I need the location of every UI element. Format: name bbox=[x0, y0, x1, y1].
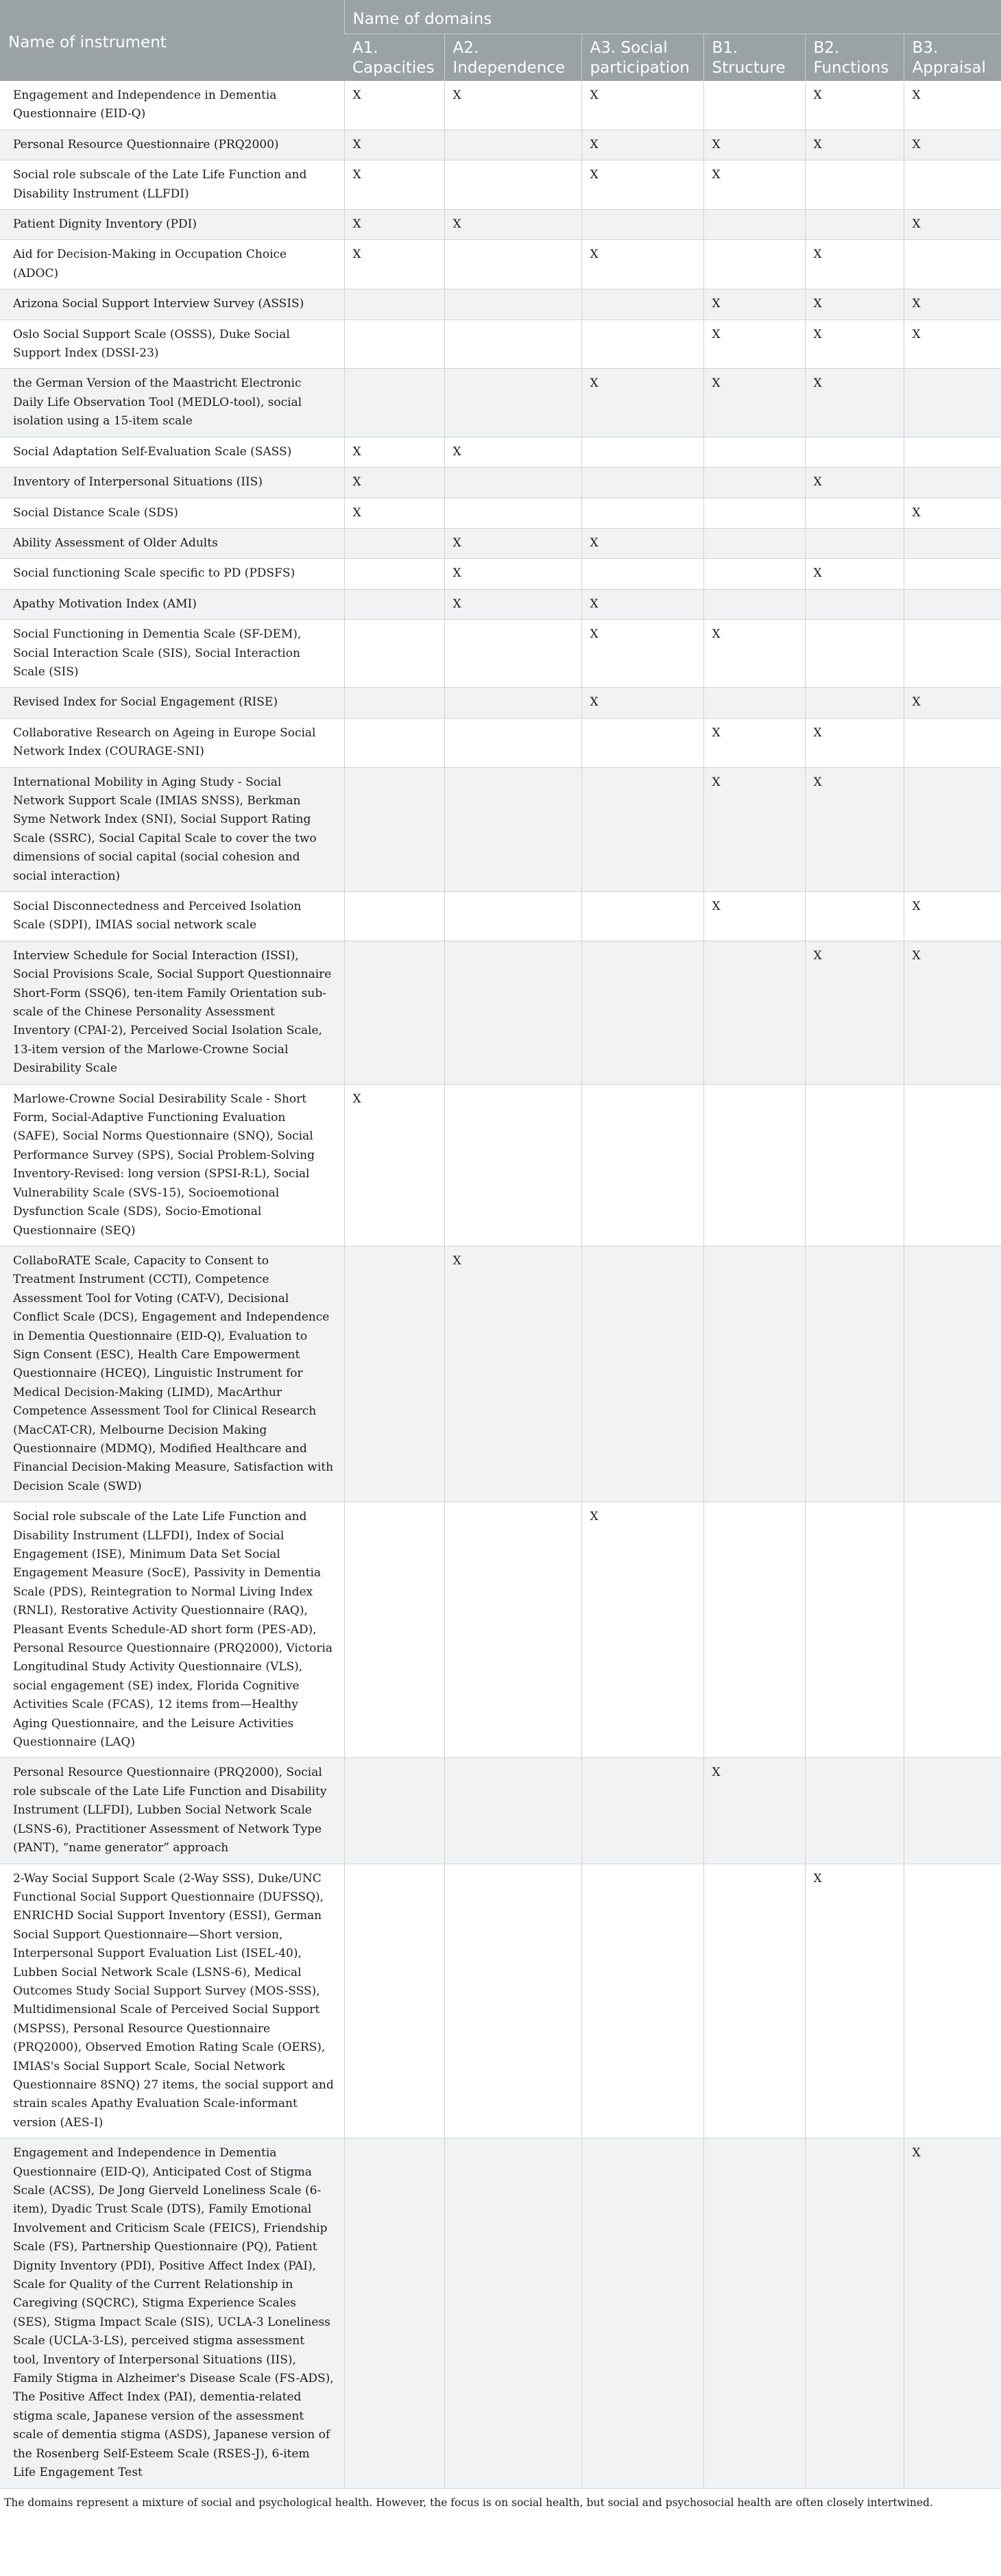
domain-mark-cell bbox=[444, 1758, 581, 1864]
instrument-name-cell: International Mobility in Aging Study - Social Network Support Scale (IMIAS SNSS), Berkman Syme Network Index (SNI), Social Support Rating Scale (SSRC), Social Capital Scale to cover the two dimensions of social capital (social cohesion and social interaction) bbox=[0, 767, 344, 891]
domain-mark-cell: X bbox=[805, 718, 904, 767]
domain-mark-cell bbox=[344, 320, 444, 369]
domain-mark-cell: X bbox=[581, 589, 703, 619]
domain-mark-cell bbox=[703, 589, 805, 619]
domain-mark-cell bbox=[344, 1864, 444, 2139]
domain-mark-cell bbox=[904, 437, 1001, 467]
domain-mark-cell: X bbox=[805, 1864, 904, 2139]
domain-mark-cell: X bbox=[444, 437, 581, 467]
domain-mark-cell: X bbox=[904, 289, 1001, 320]
domain-mark-cell bbox=[904, 1246, 1001, 1502]
domain-mark-cell bbox=[581, 1246, 703, 1502]
domain-mark-cell bbox=[904, 767, 1001, 891]
domain-mark-cell bbox=[344, 767, 444, 891]
domain-mark-cell bbox=[703, 2139, 805, 2488]
domain-name: Appraisal bbox=[912, 59, 986, 77]
domain-mark-cell: X bbox=[344, 498, 444, 528]
table-row bbox=[0, 1502, 1001, 1758]
instrument-name-cell: Social Functioning in Dementia Scale (SF-DEM), Social Interaction Scale (SIS), Social Interaction Scale (SIS) bbox=[0, 620, 344, 688]
table-row bbox=[0, 718, 1001, 767]
domain-mark-cell bbox=[344, 718, 444, 767]
domain-mark-cell: X bbox=[344, 468, 444, 498]
domain-mark-cell: X bbox=[703, 289, 805, 320]
instrument-name-cell: Collaborative Research on Ageing in Europe Social Network Index (COURAGE-SNI) bbox=[0, 718, 344, 767]
domain-mark-cell: X bbox=[344, 81, 444, 130]
domain-mark-cell bbox=[581, 468, 703, 498]
domain-mark-cell bbox=[444, 289, 581, 320]
table-row bbox=[0, 210, 1001, 240]
domain-mark-cell bbox=[444, 2139, 581, 2488]
domain-mark-cell bbox=[581, 559, 703, 589]
domain-column-header bbox=[581, 34, 703, 82]
domain-mark-cell: X bbox=[703, 767, 805, 891]
domain-mark-cell bbox=[581, 320, 703, 369]
domain-mark-cell: X bbox=[805, 81, 904, 130]
instrument-column-header: Name of instrument bbox=[0, 0, 344, 81]
domain-mark-cell: X bbox=[805, 941, 904, 1084]
domain-mark-cell: X bbox=[444, 81, 581, 130]
instrument-name-cell: Interview Schedule for Social Interaction (ISSI), Social Provisions Scale, Social Support Questionnaire Short-Form (SSQ6), ten-item Family Orientation sub-scale of the Chinese Personality Assessment Inventory (CPAI-2), Perceived Social Isolation Scale, 13-item version of the Marlowe-Crowne Social Desirability Scale bbox=[0, 941, 344, 1084]
domain-mark-cell bbox=[703, 559, 805, 589]
domain-mark-cell: X bbox=[344, 130, 444, 160]
domain-mark-cell: X bbox=[904, 498, 1001, 528]
domain-mark-cell: X bbox=[344, 210, 444, 240]
domain-mark-cell bbox=[344, 559, 444, 589]
instrument-name-cell: Apathy Motivation Index (AMI) bbox=[0, 589, 344, 619]
domain-mark-cell bbox=[444, 1084, 581, 1246]
domain-mark-cell: X bbox=[805, 240, 904, 289]
domain-mark-cell bbox=[805, 620, 904, 688]
domain-mark-cell bbox=[805, 210, 904, 240]
table-row bbox=[0, 498, 1001, 528]
instrument-name-cell: the German Version of the Maastricht Electronic Daily Life Observation Tool (MEDLO-tool), social isolation using a 15-item scale bbox=[0, 369, 344, 437]
domain-mark-cell: X bbox=[581, 369, 703, 437]
table-row bbox=[0, 528, 1001, 558]
domain-mark-cell bbox=[581, 498, 703, 528]
domain-mark-cell bbox=[344, 589, 444, 619]
domain-mark-cell bbox=[581, 892, 703, 941]
table-row bbox=[0, 289, 1001, 320]
domain-mark-cell: X bbox=[444, 559, 581, 589]
table-row bbox=[0, 1084, 1001, 1246]
instrument-name-cell: Arizona Social Support Interview Survey (ASSIS) bbox=[0, 289, 344, 320]
domain-mark-cell bbox=[444, 767, 581, 891]
instrument-name-cell: Engagement and Independence in Dementia Questionnaire (EID-Q), Anticipated Cost of Stigma Scale (ACSS), De Jong Gierveld Loneliness Scale (6-item), Dyadic Trust Scale (DTS), Family Emotional Involvement and Criticism Scale (FEICS), Friendship Scale (FS), Partnership Questionnaire (PQ), Patient Dignity Inventory (PDI), Positive Affect Index (PAI), Scale for Quality of the Current Relationship in Caregiving (SQCRC), Stigma Experience Scales (SES), Stigma Impact Scale (SIS), UCLA-3 Loneliness Scale (UCLA-3-LS), perceived stigma assessment tool, Inventory of Interpersonal Situations (IIS), Family Stigma in Alzheimer's Disease Scale (FS-ADS), The Positive Affect Index (PAI), dementia-related stigma scale, Japanese version of the assessment scale of dementia stigma (ASDS), Japanese version of the Rosenberg Self-Esteem Scale (RSES-J), 6-item Life Engagement Test bbox=[0, 2139, 344, 2488]
domain-mark-cell bbox=[703, 1502, 805, 1758]
domain-mark-cell bbox=[581, 437, 703, 467]
instrument-name-cell: Social functioning Scale specific to PD (PDSFS) bbox=[0, 559, 344, 589]
domain-mark-cell bbox=[444, 620, 581, 688]
instrument-name-cell: Social Distance Scale (SDS) bbox=[0, 498, 344, 528]
table-header bbox=[0, 0, 1001, 81]
domain-mark-cell bbox=[344, 1758, 444, 1864]
domain-mark-cell bbox=[805, 892, 904, 941]
domain-mark-cell: X bbox=[444, 589, 581, 619]
instrument-name-cell: Patient Dignity Inventory (PDI) bbox=[0, 210, 344, 240]
table-row bbox=[0, 559, 1001, 589]
domain-mark-cell bbox=[444, 718, 581, 767]
domain-mark-cell bbox=[581, 1084, 703, 1246]
domain-mark-cell: X bbox=[581, 81, 703, 130]
table-row bbox=[0, 620, 1001, 688]
instrument-name-cell: Oslo Social Support Scale (OSSS), Duke Social Support Index (DSSI-23) bbox=[0, 320, 344, 369]
table-row bbox=[0, 437, 1001, 467]
domain-mark-cell: X bbox=[904, 320, 1001, 369]
domain-mark-cell bbox=[344, 1246, 444, 1502]
domain-mark-cell bbox=[344, 892, 444, 941]
domain-code: B1. bbox=[712, 39, 738, 57]
domain-mark-cell bbox=[904, 1758, 1001, 1864]
domain-mark-cell: X bbox=[444, 528, 581, 558]
domain-mark-cell bbox=[581, 718, 703, 767]
table-row bbox=[0, 767, 1001, 891]
domain-mark-cell bbox=[581, 2139, 703, 2488]
domain-mark-cell bbox=[703, 468, 805, 498]
instrument-name-cell: Revised Index for Social Engagement (RISE) bbox=[0, 688, 344, 718]
domain-mark-cell bbox=[444, 160, 581, 210]
domain-mark-cell bbox=[581, 210, 703, 240]
domain-mark-cell bbox=[444, 498, 581, 528]
domain-mark-cell bbox=[581, 1758, 703, 1864]
domain-mark-cell bbox=[904, 620, 1001, 688]
domain-name: Functions bbox=[813, 59, 889, 77]
domain-mark-cell bbox=[444, 468, 581, 498]
domain-mark-cell: X bbox=[703, 892, 805, 941]
table-footnote: The domains represent a mixture of social and psychological health. However, the focus is on social health, but social and psychosocial health are often closely intertwined. bbox=[4, 2496, 933, 2509]
domain-code: B2. bbox=[813, 39, 840, 57]
table-body bbox=[0, 81, 1001, 2488]
domain-mark-cell: X bbox=[703, 718, 805, 767]
domain-mark-cell: X bbox=[581, 240, 703, 289]
instrument-name-cell: CollaboRATE Scale, Capacity to Consent to Treatment Instrument (CCTI), Competence Assessment Tool for Voting (CAT-V), Decisional Conflict Scale (DCS), Engagement and Independence in Dementia Questionnaire (EID-Q), Evaluation to Sign Consent (ESC), Health Care Empowerment Questionnaire (HCEQ), Linguistic Instrument for Medical Decision-Making (LIMD), MacArthur Competence Assessment Tool for Clinical Research (MacCAT-CR), Melbourne Decision Making Questionnaire (MDMQ), Modified Healthcare and Financial Decision-Making Measure, Satisfaction with Decision Scale (SWD) bbox=[0, 1246, 344, 1502]
domain-column-header bbox=[344, 34, 444, 82]
domain-mark-cell bbox=[805, 528, 904, 558]
domain-mark-cell bbox=[344, 2139, 444, 2488]
table-row bbox=[0, 130, 1001, 160]
domain-mark-cell bbox=[904, 1864, 1001, 2139]
table-row bbox=[0, 468, 1001, 498]
domain-mark-cell: X bbox=[805, 369, 904, 437]
domain-mark-cell bbox=[904, 468, 1001, 498]
domain-mark-cell: X bbox=[703, 160, 805, 210]
domain-mark-cell bbox=[344, 528, 444, 558]
domain-mark-cell bbox=[703, 81, 805, 130]
domain-mark-cell bbox=[904, 1084, 1001, 1246]
domain-mark-cell bbox=[444, 1864, 581, 2139]
domain-mark-cell bbox=[444, 240, 581, 289]
domain-mark-cell bbox=[444, 941, 581, 1084]
domain-column-header bbox=[444, 34, 581, 82]
domain-mark-cell: X bbox=[444, 1246, 581, 1502]
domain-mark-cell bbox=[344, 688, 444, 718]
domain-mark-cell bbox=[805, 1246, 904, 1502]
domain-column-header bbox=[703, 34, 805, 82]
domain-column-header bbox=[805, 34, 904, 82]
domain-mark-cell bbox=[805, 688, 904, 718]
domain-mark-cell: X bbox=[444, 210, 581, 240]
domain-mark-cell bbox=[703, 941, 805, 1084]
domain-mark-cell bbox=[444, 369, 581, 437]
domain-mark-cell: X bbox=[805, 130, 904, 160]
domains-group-header: Name of domains bbox=[344, 0, 1001, 34]
domain-mark-cell bbox=[805, 1502, 904, 1758]
domain-mark-cell: X bbox=[904, 130, 1001, 160]
domain-mark-cell bbox=[581, 289, 703, 320]
instrument-name-cell: Personal Resource Questionnaire (PRQ2000) bbox=[0, 130, 344, 160]
domain-mark-cell bbox=[805, 437, 904, 467]
instrument-name-cell: Aid for Decision-Making in Occupation Choice (ADOC) bbox=[0, 240, 344, 289]
domain-mark-cell bbox=[703, 1864, 805, 2139]
domain-mark-cell: X bbox=[344, 160, 444, 210]
domain-name: Structure bbox=[712, 59, 786, 77]
domain-mark-cell: X bbox=[904, 688, 1001, 718]
instrument-name-cell: Personal Resource Questionnaire (PRQ2000), Social role subscale of the Late Life Function and Disability Instrument (LLFDI), Lubben Social Network Scale (LSNS-6), Practitioner Assessment of Network Type (PANT), “name generator” approach bbox=[0, 1758, 344, 1864]
table-row bbox=[0, 2139, 1001, 2488]
domain-name: Independence bbox=[453, 59, 566, 77]
domain-mark-cell: X bbox=[581, 130, 703, 160]
domain-name: participation bbox=[590, 59, 690, 77]
domain-mark-cell: X bbox=[805, 320, 904, 369]
domain-mark-cell bbox=[703, 498, 805, 528]
instrument-name-cell: Inventory of Interpersonal Situations (IIS) bbox=[0, 468, 344, 498]
domain-mark-cell bbox=[703, 1084, 805, 1246]
domain-mark-cell: X bbox=[703, 1758, 805, 1864]
domain-mark-cell bbox=[703, 210, 805, 240]
domain-mark-cell bbox=[904, 369, 1001, 437]
domain-mark-cell: X bbox=[805, 767, 904, 891]
domain-mark-cell bbox=[444, 130, 581, 160]
table-row bbox=[0, 320, 1001, 369]
domain-mark-cell bbox=[805, 498, 904, 528]
instrument-name-cell: Social role subscale of the Late Life Function and Disability Instrument (LLFDI), Index of Social Engagement (ISE), Minimum Data Set Social Engagement Measure (SocE), Passivity in Dementia Scale (PDS), Reintegration to Normal Living Index (RNLI), Restorative Activity Questionnaire (RAQ), Pleasant Events Schedule-AD short form (PES-AD), Personal Resource Questionnaire (PRQ2000), Victoria Longitudinal Study Activity Questionnaire (VLS), social engagement (SE) index, Florida Cognitive Activities Scale (FCAS), 12 items from—Healthy Aging Questionnaire, and the Leisure Activities Questionnaire (LAQ) bbox=[0, 1502, 344, 1758]
table-row bbox=[0, 941, 1001, 1084]
domain-mark-cell bbox=[444, 892, 581, 941]
domain-mark-cell: X bbox=[344, 240, 444, 289]
domain-mark-cell bbox=[904, 528, 1001, 558]
domain-mark-cell bbox=[904, 240, 1001, 289]
domain-code: A2. bbox=[453, 39, 479, 57]
table-row bbox=[0, 1758, 1001, 1864]
domain-mark-cell bbox=[904, 1502, 1001, 1758]
instrument-name-cell: Social Disconnectedness and Perceived Isolation Scale (SDPI), IMIAS social network scale bbox=[0, 892, 344, 941]
domain-mark-cell bbox=[444, 1502, 581, 1758]
domain-mark-cell bbox=[581, 941, 703, 1084]
domain-mark-cell bbox=[904, 160, 1001, 210]
domain-mark-cell bbox=[344, 941, 444, 1084]
domain-mark-cell bbox=[805, 1084, 904, 1246]
domain-mark-cell: X bbox=[805, 468, 904, 498]
domain-mark-cell: X bbox=[703, 130, 805, 160]
domain-mark-cell: X bbox=[703, 369, 805, 437]
table-row bbox=[0, 1246, 1001, 1502]
domain-mark-cell bbox=[805, 2139, 904, 2488]
instrument-name-cell: 2-Way Social Support Scale (2-Way SSS), Duke/UNC Functional Social Support Questionnaire (DUFSSQ), ENRICHD Social Support Inventory (ESSI), German Social Support Questionnaire—Short version, Interpersonal Support Evaluation List (ISEL-40), Lubben Social Network Scale (LSNS-6), Medical Outcomes Study Social Support Survey (MOS-SSS), Multidimensional Scale of Perceived Social Support (MSPSS), Personal Resource Questionnaire (PRQ2000), Observed Emotion Rating Scale (OERS), IMIAS's Social Support Scale, Social Network Questionnaire 8SNQ) 27 items, the social support and strain scales Apathy Evaluation Scale-informant version (AES-I) bbox=[0, 1864, 344, 2139]
domain-mark-cell bbox=[703, 1246, 805, 1502]
instrument-name-cell: Marlowe-Crowne Social Desirability Scale - Short Form, Social-Adaptive Functioning Evaluation (SAFE), Social Norms Questionnaire (SNQ), Social Performance Survey (SPS), Social Problem-Solving Inventory-Revised: long version (SPSI-R:L), Social Vulnerability Scale (SVS-15), Socioemotional Dysfunction Scale (SDS), Socio-Emotional Questionnaire (SEQ) bbox=[0, 1084, 344, 1246]
table-row bbox=[0, 688, 1001, 718]
domain-mark-cell bbox=[703, 437, 805, 467]
domain-mark-cell bbox=[904, 589, 1001, 619]
domain-mark-cell: X bbox=[581, 1502, 703, 1758]
domain-mark-cell: X bbox=[904, 81, 1001, 130]
domain-mark-cell bbox=[703, 688, 805, 718]
domain-mark-cell: X bbox=[805, 559, 904, 589]
domain-mark-cell bbox=[581, 1864, 703, 2139]
instrument-name-cell: Social role subscale of the Late Life Function and Disability Instrument (LLFDI) bbox=[0, 160, 344, 210]
domain-mark-cell bbox=[805, 589, 904, 619]
domain-mark-cell: X bbox=[904, 210, 1001, 240]
domain-mark-cell bbox=[344, 1502, 444, 1758]
instrument-name-cell: Ability Assessment of Older Adults bbox=[0, 528, 344, 558]
domain-mark-cell bbox=[703, 240, 805, 289]
domain-mark-cell: X bbox=[904, 941, 1001, 1084]
domain-mark-cell bbox=[904, 559, 1001, 589]
domain-mark-cell bbox=[444, 688, 581, 718]
domain-mark-cell: X bbox=[581, 620, 703, 688]
domain-mark-cell: X bbox=[805, 289, 904, 320]
domain-mark-cell bbox=[703, 528, 805, 558]
domain-code: A1. bbox=[352, 39, 378, 57]
domain-mark-cell: X bbox=[904, 892, 1001, 941]
instrument-name-cell: Engagement and Independence in Dementia Questionnaire (EID-Q) bbox=[0, 81, 344, 130]
domain-code: A3. Social bbox=[590, 39, 668, 57]
table-row bbox=[0, 369, 1001, 437]
table-row bbox=[0, 589, 1001, 619]
domain-mark-cell bbox=[805, 1758, 904, 1864]
domain-mark-cell bbox=[444, 320, 581, 369]
table-row bbox=[0, 892, 1001, 941]
domain-mark-cell bbox=[344, 620, 444, 688]
domain-mark-cell bbox=[344, 369, 444, 437]
domain-mark-cell: X bbox=[344, 1084, 444, 1246]
domain-mark-cell bbox=[904, 718, 1001, 767]
domain-mark-cell: X bbox=[703, 320, 805, 369]
domain-mark-cell: X bbox=[703, 620, 805, 688]
table-row bbox=[0, 240, 1001, 289]
domain-mark-cell: X bbox=[581, 160, 703, 210]
instrument-name-cell: Social Adaptation Self-Evaluation Scale (SASS) bbox=[0, 437, 344, 467]
table-row bbox=[0, 160, 1001, 210]
domain-mark-cell bbox=[581, 767, 703, 891]
domain-mark-cell: X bbox=[904, 2139, 1001, 2488]
table-row bbox=[0, 81, 1001, 130]
domain-mark-cell: X bbox=[581, 528, 703, 558]
domain-code: B3. bbox=[912, 39, 939, 57]
domain-mark-cell: X bbox=[344, 437, 444, 467]
domain-name: Capacities bbox=[352, 59, 435, 77]
domain-mark-cell bbox=[344, 289, 444, 320]
domain-mark-cell bbox=[805, 160, 904, 210]
domain-column-header bbox=[904, 34, 1001, 82]
domain-mark-cell: X bbox=[581, 688, 703, 718]
table-row bbox=[0, 1864, 1001, 2139]
